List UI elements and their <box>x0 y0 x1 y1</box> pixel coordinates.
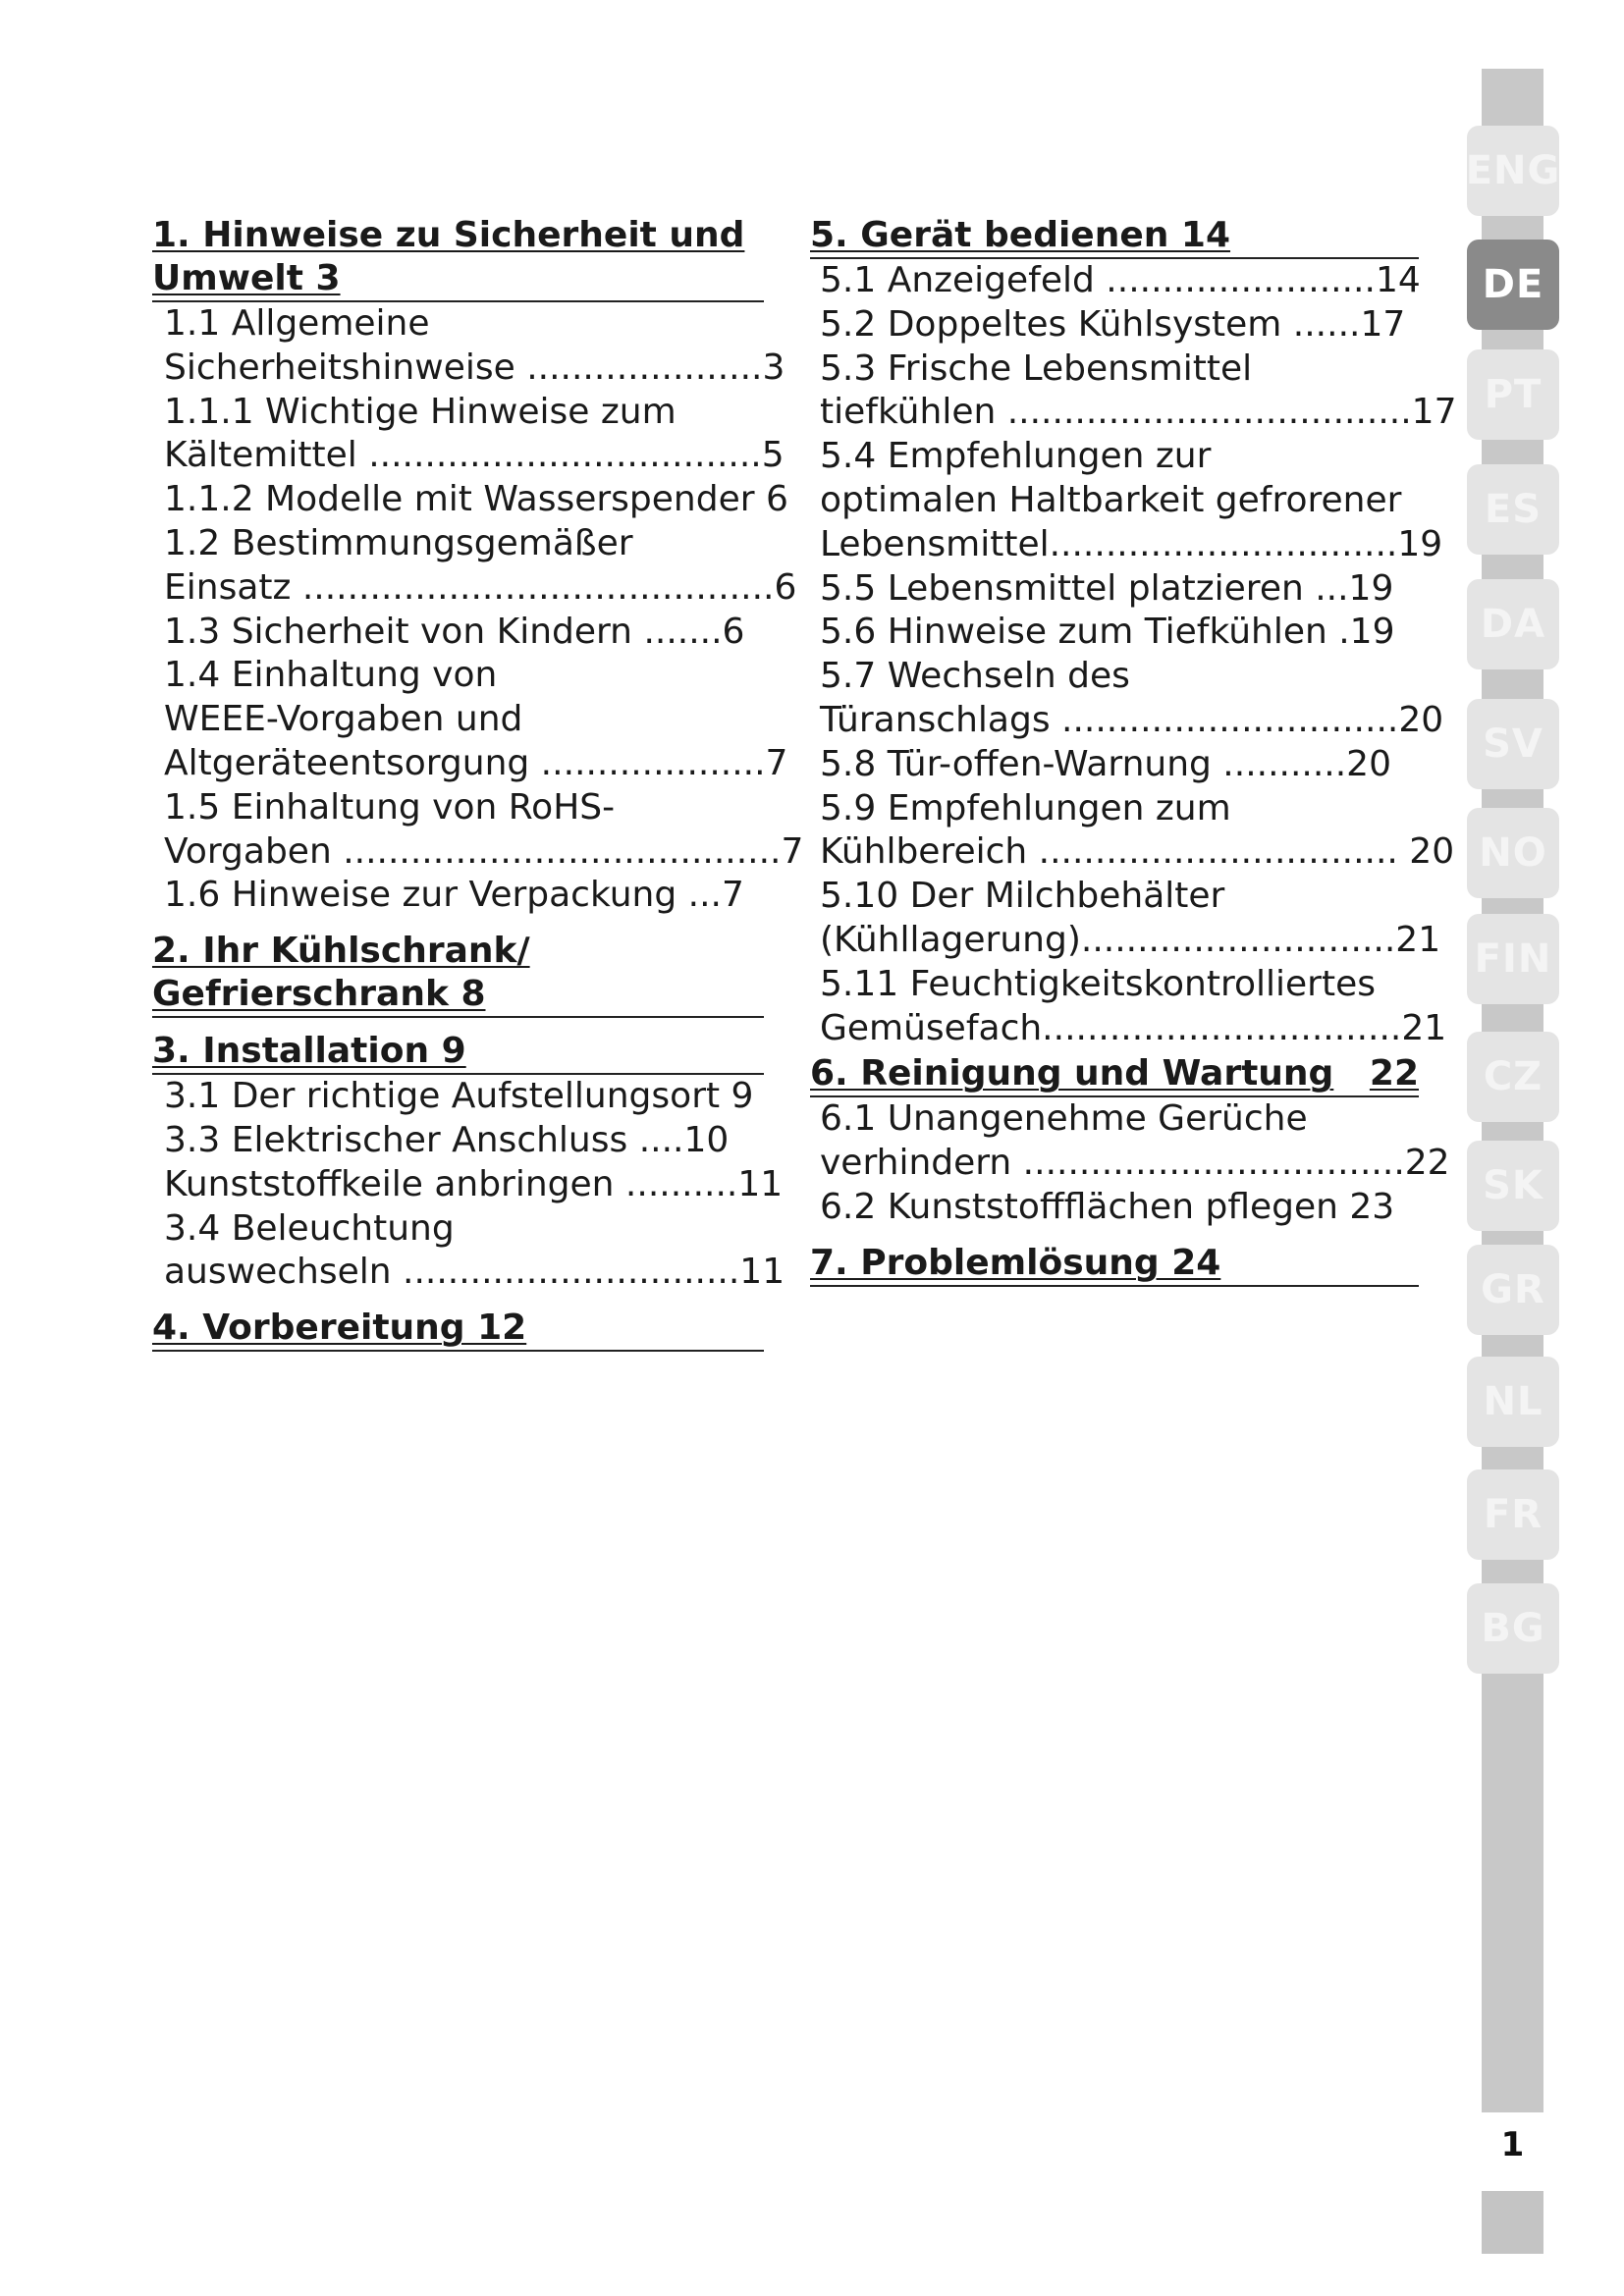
toc-entry-text: tiefkühlen ....................................17 <box>820 392 1457 433</box>
toc-entry-text: (Kühllagerung)............................21 <box>820 919 1441 960</box>
toc-entry-text: 6.1 Unangenehme Gerüche <box>820 1098 1308 1140</box>
toc-entry-1-1-2[interactable] <box>152 478 788 522</box>
toc-entry-text: 3.1 Der richtige Aufstellungsort 9 <box>164 1076 754 1117</box>
toc-section-2-title[interactable] <box>152 930 764 1018</box>
toc-entry-3-1[interactable] <box>152 1075 764 1119</box>
toc-section-2-title-line1: 2. Ihr Kühlschrank/ <box>152 931 530 972</box>
language-tab-label: BG <box>1481 1606 1545 1651</box>
language-tab-label: SK <box>1483 1163 1543 1208</box>
toc-entry-text: Altgeräteentsorgung ....................7 <box>164 742 788 783</box>
toc-entry-1-6[interactable] <box>152 874 764 918</box>
toc-entry-1-2[interactable] <box>152 522 797 611</box>
toc-section-6-title-text: 6. Reinigung und Wartung <box>810 1053 1334 1095</box>
toc-entry-5-9[interactable] <box>810 787 1455 876</box>
language-tab-label: DA <box>1480 602 1546 647</box>
language-tab-label: FIN <box>1474 936 1552 982</box>
toc-entry-text: Lebensmittel...............................19 <box>820 523 1443 564</box>
toc-entry-1-3[interactable] <box>152 611 764 655</box>
toc-entry-text: 1.2 Bestimmungsgemäßer <box>164 522 633 563</box>
toc-entry-3-4[interactable] <box>152 1207 785 1296</box>
toc-entry-text: 1.6 Hinweise zur Verpackung ...7 <box>164 875 744 916</box>
toc-entry-text: auswechseln ..............................11 <box>164 1252 785 1293</box>
language-tab-label: CZ <box>1483 1054 1543 1099</box>
language-tab-pt[interactable] <box>1467 349 1559 440</box>
toc-section-6-page: 22 <box>1369 1053 1419 1095</box>
toc-entry-text: Vorgaben .......................................7 <box>164 830 804 872</box>
toc-entry-5-8[interactable] <box>810 743 1419 787</box>
language-tab-label: FR <box>1483 1492 1543 1537</box>
toc-entry-5-2[interactable] <box>810 303 1419 347</box>
toc-entry-text: 5.4 Empfehlungen zur <box>820 436 1212 477</box>
language-tab-cz[interactable] <box>1467 1032 1559 1122</box>
language-tab-sv[interactable] <box>1467 699 1559 789</box>
toc-entry-text: 1.4 Einhaltung von <box>164 655 498 696</box>
toc-entry-5-7[interactable] <box>810 655 1444 743</box>
toc-entry-text: 5.2 Doppeltes Kühlsystem ......17 <box>820 303 1406 345</box>
toc-section-6-title[interactable] <box>810 1052 1419 1097</box>
toc-entry-3-3[interactable] <box>152 1119 764 1163</box>
language-tab-label: SV <box>1483 721 1543 767</box>
toc-section-1-title-line2: Umwelt 3 <box>152 258 341 298</box>
language-tab-da[interactable] <box>1467 579 1559 669</box>
toc-section-3-title[interactable] <box>152 1030 764 1075</box>
language-tab-de[interactable] <box>1467 240 1559 330</box>
toc-entry-1-1-1[interactable] <box>152 391 785 479</box>
toc-section-5-title-text: 5. Gerät bedienen 14 <box>810 215 1231 255</box>
toc-entry-5-10[interactable] <box>810 875 1441 963</box>
toc-entry-text: 6.2 Kunststoffflächen pflegen 23 <box>820 1186 1395 1227</box>
toc-entry-text: Gemüsefach................................21 <box>820 1007 1447 1048</box>
toc-section-4-title[interactable] <box>152 1307 764 1352</box>
toc-entry-5-5[interactable] <box>810 567 1419 612</box>
language-tab-sk[interactable] <box>1467 1141 1559 1231</box>
toc-entry-text: 1.3 Sicherheit von Kindern .......6 <box>164 611 745 652</box>
toc-entry-5-6[interactable] <box>810 611 1419 655</box>
toc-entry-text: 1.1 Allgemeine <box>164 303 430 344</box>
toc-entry-text: 3.4 Beleuchtung <box>164 1207 455 1249</box>
toc-entry-1-5[interactable] <box>152 786 804 875</box>
toc-section-1-title[interactable] <box>152 214 764 302</box>
toc-entry-text: 5.11 Feuchtigkeitskontrolliertes <box>820 963 1376 1004</box>
toc-entry-text: Sicherheitshinweise .....................3 <box>164 347 785 388</box>
toc-entry-text: Türanschlags ..............................20 <box>820 699 1444 740</box>
language-tab-label: NO <box>1479 830 1547 876</box>
toc-entry-text: 5.1 Anzeigefeld ........................14 <box>820 260 1421 300</box>
language-tab-fin[interactable] <box>1467 914 1559 1004</box>
toc-entry-text: 1.1.2 Modelle mit Wasserspender 6 <box>164 479 788 520</box>
language-tab-bg[interactable] <box>1467 1583 1559 1674</box>
language-tab-label: ENG <box>1465 148 1561 193</box>
language-tab-fr[interactable] <box>1467 1469 1559 1560</box>
toc-entry-text: 5.5 Lebensmittel platzieren ...19 <box>820 567 1394 609</box>
toc-section-7-title[interactable] <box>810 1242 1419 1287</box>
toc-entry-text: 5.10 Der Milchbehälter <box>820 876 1225 917</box>
toc-entry-text: WEEE-Vorgaben und <box>164 699 523 740</box>
language-tab-label: GR <box>1481 1267 1545 1312</box>
toc-section-3-title-text: 3. Installation 9 <box>152 1031 466 1072</box>
toc-entry-text: 1.5 Einhaltung von RoHS- <box>164 786 616 828</box>
language-tab-no[interactable] <box>1467 808 1559 898</box>
toc-entry-text: optimalen Haltbarkeit gefrorener <box>820 479 1402 520</box>
toc-entry-text: Kühlbereich ................................ 20 <box>820 831 1455 873</box>
toc-entry-text: Kunststoffkeile anbringen ..........11 <box>164 1163 784 1204</box>
toc-section-5-title[interactable] <box>810 214 1419 259</box>
toc-right-column <box>810 214 1457 1287</box>
toc-entry-6-2[interactable] <box>810 1186 1419 1230</box>
toc-entry-1-1-cont[interactable] <box>152 347 785 391</box>
toc-entry-text: 3.3 Elektrischer Anschluss ....10 <box>164 1119 730 1160</box>
toc-entry-kunststoffkeile[interactable] <box>152 1163 784 1207</box>
toc-entry-text: 5.9 Empfehlungen zum <box>820 787 1231 828</box>
language-tab-eng[interactable] <box>1467 126 1559 216</box>
toc-entry-1-4[interactable] <box>152 654 788 785</box>
toc-entry-text: 5.8 Tür-offen-Warnung ...........20 <box>820 743 1391 784</box>
toc-left-column <box>152 214 804 1352</box>
toc-entry-text: Einsatz ..........................................6 <box>164 566 797 608</box>
toc-entry-text: Kältemittel ...................................5 <box>164 435 785 476</box>
toc-entry-text: 1.1.1 Wichtige Hinweise zum <box>164 391 677 432</box>
toc-entry-text: 5.7 Wechseln des <box>820 656 1130 697</box>
toc-section-4-title-text: 4. Vorbereitung 12 <box>152 1308 527 1349</box>
toc-section-7-title-text: 7. Problemlösung 24 <box>810 1242 1221 1283</box>
toc-entry-1-1[interactable] <box>152 302 764 347</box>
toc-entry-text: verhindern ..................................22 <box>820 1143 1450 1184</box>
toc-entry-6-1[interactable] <box>810 1097 1450 1186</box>
toc-entry-text: 5.6 Hinweise zum Tiefkühlen .19 <box>820 612 1395 653</box>
toc-entry-5-3[interactable] <box>810 347 1457 436</box>
toc-section-2-title-line2: Gefrierschrank 8 <box>152 974 486 1015</box>
language-tab-gr[interactable] <box>1467 1245 1559 1335</box>
language-tab-label: NL <box>1483 1379 1543 1424</box>
language-tab-label: DE <box>1482 262 1544 307</box>
language-tab-nl[interactable] <box>1467 1357 1559 1447</box>
toc-entry-5-1[interactable] <box>810 259 1419 303</box>
toc-entry-5-4[interactable] <box>810 435 1443 566</box>
language-tab-label: PT <box>1484 372 1543 417</box>
page-number-block <box>1482 2191 1543 2254</box>
toc-section-1-title-line1: 1. Hinweise zu Sicherheit und <box>152 215 745 255</box>
toc-entry-text: 5.3 Frische Lebensmittel <box>820 347 1253 389</box>
language-tab-es[interactable] <box>1467 464 1559 555</box>
language-tab-label: ES <box>1484 487 1543 532</box>
page-number: 1 <box>1500 2125 1525 2164</box>
toc-entry-5-11[interactable] <box>810 963 1447 1051</box>
